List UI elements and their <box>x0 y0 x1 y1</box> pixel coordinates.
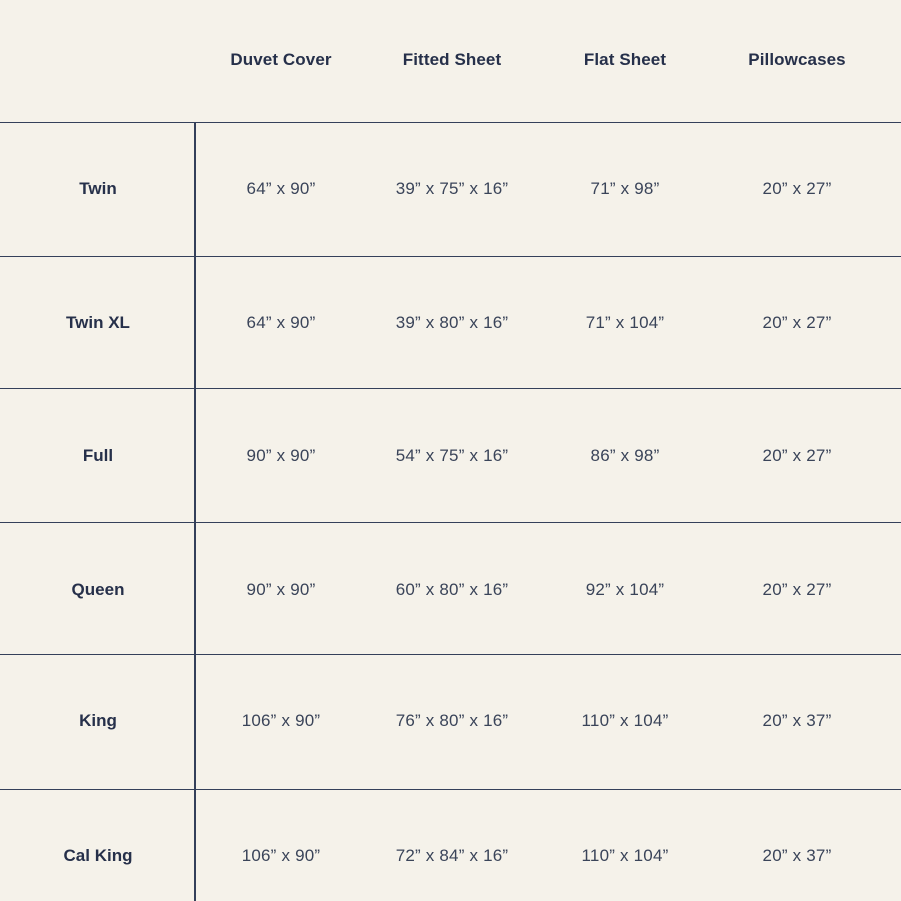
table-cell: 92” x 104” <box>585 580 665 599</box>
table-cell: 64” x 90” <box>246 179 316 198</box>
table-row <box>0 122 901 257</box>
table-cell: 20” x 27” <box>762 580 832 599</box>
table-cell: 72” x 84” x 16” <box>395 846 509 865</box>
table-cell: 90” x 90” <box>246 580 316 599</box>
table-cell: 90” x 90” <box>246 446 316 465</box>
table-cell: 20” x 37” <box>762 711 832 730</box>
row-label: Cal King <box>63 846 133 865</box>
row-label: Twin <box>79 179 117 198</box>
row-label: Queen <box>71 580 125 599</box>
table-cell: 71” x 104” <box>585 313 665 332</box>
column-header-fitted-sheet: Fitted Sheet <box>402 50 502 69</box>
column-header-flat-sheet: Flat Sheet <box>583 50 667 69</box>
table-row <box>0 654 901 790</box>
table-cell: 20” x 27” <box>762 313 832 332</box>
table-row <box>0 388 901 523</box>
table-cell: 71” x 98” <box>590 179 660 198</box>
row-label: King <box>79 711 117 730</box>
table-cell: 39” x 80” x 16” <box>395 313 509 332</box>
header-row <box>0 0 901 122</box>
row-label: Full <box>82 446 114 465</box>
table-cell: 20” x 27” <box>762 179 832 198</box>
table-cell: 106” x 90” <box>241 846 321 865</box>
column-header-pillowcases: Pillowcases <box>748 50 846 69</box>
table-cell: 39” x 75” x 16” <box>395 179 509 198</box>
table-cell: 110” x 104” <box>581 846 669 865</box>
table-cell: 76” x 80” x 16” <box>395 711 509 730</box>
table-cell: 64” x 90” <box>246 313 316 332</box>
column-header-duvet-cover: Duvet Cover <box>230 50 332 69</box>
table-row <box>0 522 901 655</box>
row-label: Twin XL <box>66 313 130 332</box>
table-cell: 20” x 27” <box>762 446 832 465</box>
table-cell: 110” x 104” <box>581 711 669 730</box>
table-cell: 106” x 90” <box>241 711 321 730</box>
table-cell: 54” x 75” x 16” <box>395 446 509 465</box>
table-cell: 86” x 98” <box>590 446 660 465</box>
table-cell: 60” x 80” x 16” <box>395 580 509 599</box>
table-cell: 20” x 37” <box>762 846 832 865</box>
table-row <box>0 789 901 901</box>
table-row <box>0 256 901 389</box>
